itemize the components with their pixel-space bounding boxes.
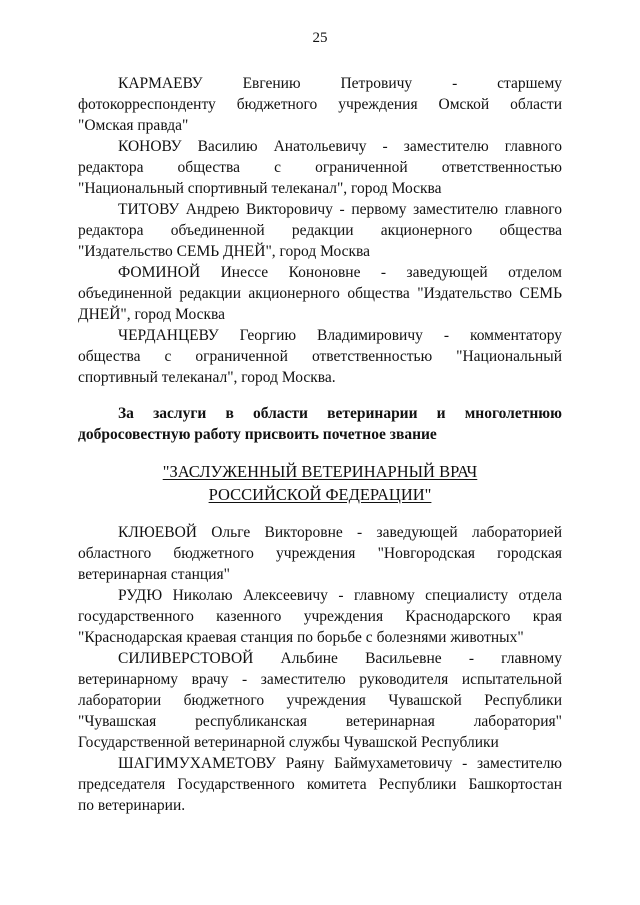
award-entry-line: ЧЕРДАНЦЕВУ Георгию Владимировичу - комментатору — [118, 327, 562, 344]
award-entry-line: РУДЮ Николаю Алексеевичу - главному специалисту отдела — [118, 587, 562, 604]
award-entry-line: СИЛИВЕРСТОВОЙ Альбине Васильевне - главному — [118, 650, 562, 667]
merit-heading-line: За заслуги в области ветеринарии и многолетнюю — [118, 405, 562, 422]
award-entry-line: КОНОВУ Василию Анатольевичу - заместителю главного — [118, 138, 562, 155]
award-entry-line: государственного казенного учреждения Краснодарского края — [78, 608, 562, 625]
award-entry-line: КЛЮЕВОЙ Ольге Викторовне - заведующей лабораторией — [118, 524, 562, 541]
award-entry-line: "Издательство СЕМЬ ДНЕЙ", город Москва — [78, 243, 371, 260]
award-entry-line: объединенной редакции акционерного общества "Издательство СЕМЬ — [78, 285, 562, 302]
merit-heading-line: добросовестную работу присвоить почетное звание — [78, 426, 437, 443]
award-entry-line: редактора общества с ограниченной ответственностью — [78, 159, 562, 176]
award-entry-line: фотокорреспонденту бюджетного учреждения Омской области — [78, 96, 562, 113]
award-entry-line: Государственной ветеринарной службы Чувашской Республики — [78, 734, 499, 751]
honorary-title-text: РОССИЙСКОЙ ФЕДЕРАЦИИ" — [208, 485, 432, 504]
award-entry-line: редактора объединенной редакции акционерного общества — [78, 222, 562, 239]
award-entry-line: "Омская правда" — [78, 117, 189, 134]
award-entry-line: спортивный телеканал", город Москва. — [78, 369, 336, 386]
honorary-title-text: "ЗАСЛУЖЕННЫЙ ВЕТЕРИНАРНЫЙ ВРАЧ — [162, 462, 478, 481]
award-entry-line: ФОМИНОЙ Инессе Кононовне - заведующей отделом — [118, 264, 562, 281]
page-number: 25 — [312, 30, 328, 46]
honorary-title-line — [0, 461, 640, 483]
award-entry-line: "Краснодарская краевая станция по борьбе с болезнями животных" — [78, 629, 524, 646]
award-entry-line: председателя Государственного комитета Республики Башкортостан — [78, 776, 562, 793]
award-entry-line: КАРМАЕВУ Евгению Петровичу - старшему — [118, 75, 562, 92]
award-entry-line: ветеринарная станция" — [78, 566, 230, 583]
award-entry-line: областного бюджетного учреждения "Новгородская городская — [78, 545, 562, 562]
award-entry-line: ветеринарному врачу - заместителю руководителя испытательной — [78, 671, 562, 688]
award-entry-line: лаборатории бюджетного учреждения Чувашской Республики — [78, 692, 562, 709]
award-entry-line: "Чувашская республиканская ветеринарная лаборатория" — [78, 713, 562, 730]
award-entry-line: общества с ограниченной ответственностью "Национальный — [78, 348, 562, 365]
award-entry-line: ШАГИМУХАМЕТОВУ Раяну Баймухаметовичу - заместителю — [118, 755, 562, 772]
award-entry-line: ДНЕЙ", город Москва — [78, 306, 225, 323]
honorary-title-line — [0, 484, 640, 506]
award-entry-line: "Национальный спортивный телеканал", город Москва — [78, 180, 442, 197]
award-entry-line: по ветеринарии. — [78, 797, 186, 814]
award-entry-line: ТИТОВУ Андрею Викторовичу - первому заместителю главного — [118, 201, 562, 218]
